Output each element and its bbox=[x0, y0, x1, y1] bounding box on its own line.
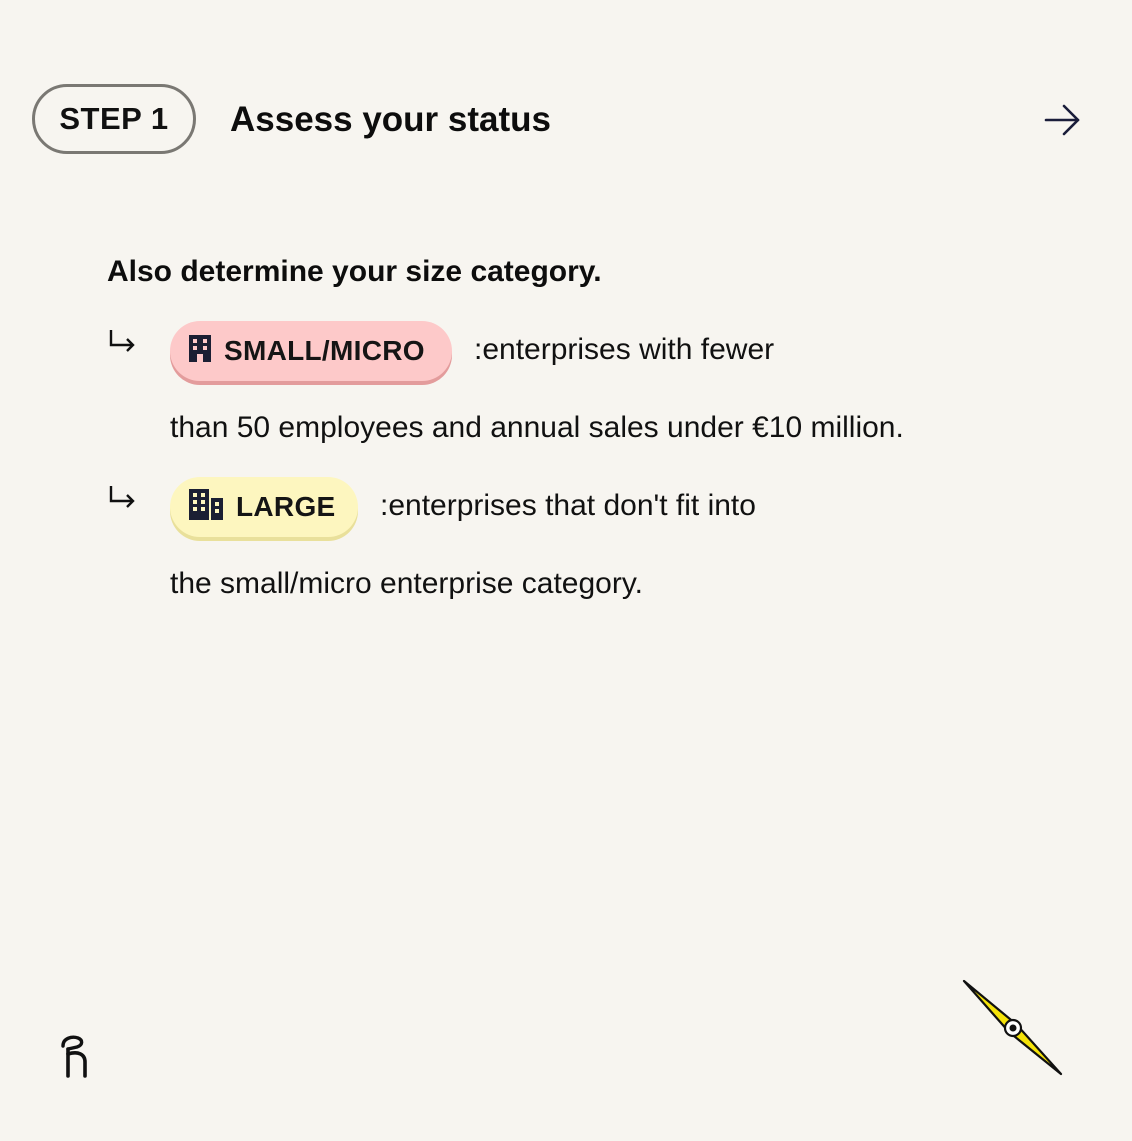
item-description-line1: :enterprises with fewer bbox=[474, 333, 775, 366]
size-badge-small-micro bbox=[170, 321, 452, 381]
return-arrow-icon bbox=[108, 328, 138, 354]
brand-logo-icon bbox=[58, 1032, 92, 1080]
return-arrow-icon bbox=[108, 484, 138, 510]
compass-needle-icon bbox=[958, 976, 1068, 1082]
item-description-line1: :enterprises that don't fit into bbox=[380, 489, 756, 522]
item-description-line2: the small/micro enterprise category. bbox=[170, 567, 643, 600]
arrow-right-icon[interactable] bbox=[1042, 100, 1082, 140]
badge-label: LARGE bbox=[236, 491, 336, 522]
page-title: Assess your status bbox=[230, 100, 551, 139]
building-icon bbox=[188, 334, 212, 369]
badge-label: SMALL/MICRO bbox=[224, 335, 425, 366]
office-buildings-icon bbox=[188, 488, 224, 527]
size-badge-large bbox=[170, 477, 358, 537]
item-description-line2: than 50 employees and annual sales under €10 million. bbox=[170, 411, 904, 444]
section-subheading: Also determine your size category. bbox=[107, 255, 602, 288]
step-label: STEP 1 bbox=[59, 101, 169, 136]
step-badge bbox=[32, 84, 196, 154]
